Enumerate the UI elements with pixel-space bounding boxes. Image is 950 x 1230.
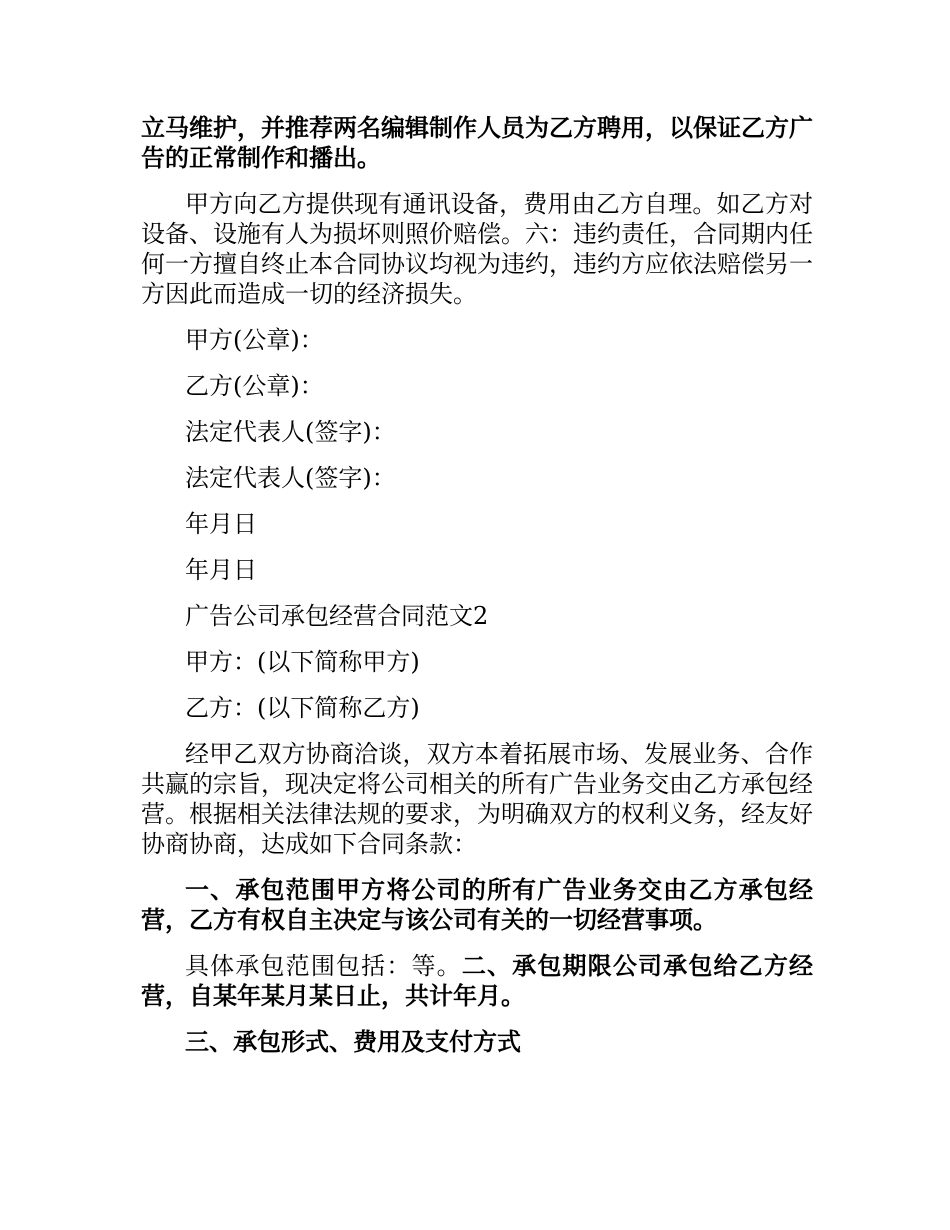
- clause-scope-detail-and-term: [141, 951, 813, 1011]
- signature-legal-rep-b: 法定代表人(签字)：: [185, 464, 396, 492]
- paragraph-equipment-and-breach: 甲方向乙方提供现有通讯设备，费用由乙方自理。如乙方对设备、设施有人为损坏则照价赔偿。六：违约责任，合同期内任何一方擅自终止本合同协议均视为违约，违约方应依法赔偿另一方因此而造成一切的经济损失。: [141, 190, 813, 308]
- signature-party-a-seal: 甲方(公章)：: [185, 326, 324, 354]
- document-body: [141, 113, 813, 1073]
- date-line-a: 年月日: [185, 510, 257, 538]
- clause-3-heading: 三、承包形式、费用及支付方式: [185, 1028, 521, 1056]
- signature-party-b-seal: 乙方(公章)：: [185, 372, 324, 400]
- scope-detail-text: 具体承包范围包括：等。: [185, 952, 462, 980]
- paragraph-maintenance-clause: 立马维护，并推荐两名编辑制作人员为乙方聘用，以保证乙方广告的正常制作和播出。: [141, 114, 813, 172]
- party-a-line: 甲方：(以下简称甲方): [185, 648, 420, 676]
- signature-legal-rep-a: 法定代表人(签字)：: [185, 418, 396, 446]
- contract-title-2: 广告公司承包经营合同范文2: [185, 602, 489, 630]
- party-b-line: 乙方：(以下简称乙方): [185, 694, 420, 722]
- clause-2-term: 二、承包期限公司承包给乙方经营，自某年某月某日止，共计年月。: [141, 952, 814, 1010]
- clause-1-scope: 一、承包范围甲方将公司的所有广告业务交由乙方承包经营，乙方有权自主决定与该公司有关的一切经营事项。: [141, 876, 813, 934]
- paragraph-preamble: 经甲乙双方协商洽谈，双方本着拓展市场、发展业务、合作共赢的宗旨，现决定将公司相关的所有广告业务交由乙方承包经营。根据相关法律法规的要求，为明确双方的权利义务，经友好协商协商，达成如下合同条款：: [141, 740, 813, 858]
- date-line-b: 年月日: [185, 556, 257, 584]
